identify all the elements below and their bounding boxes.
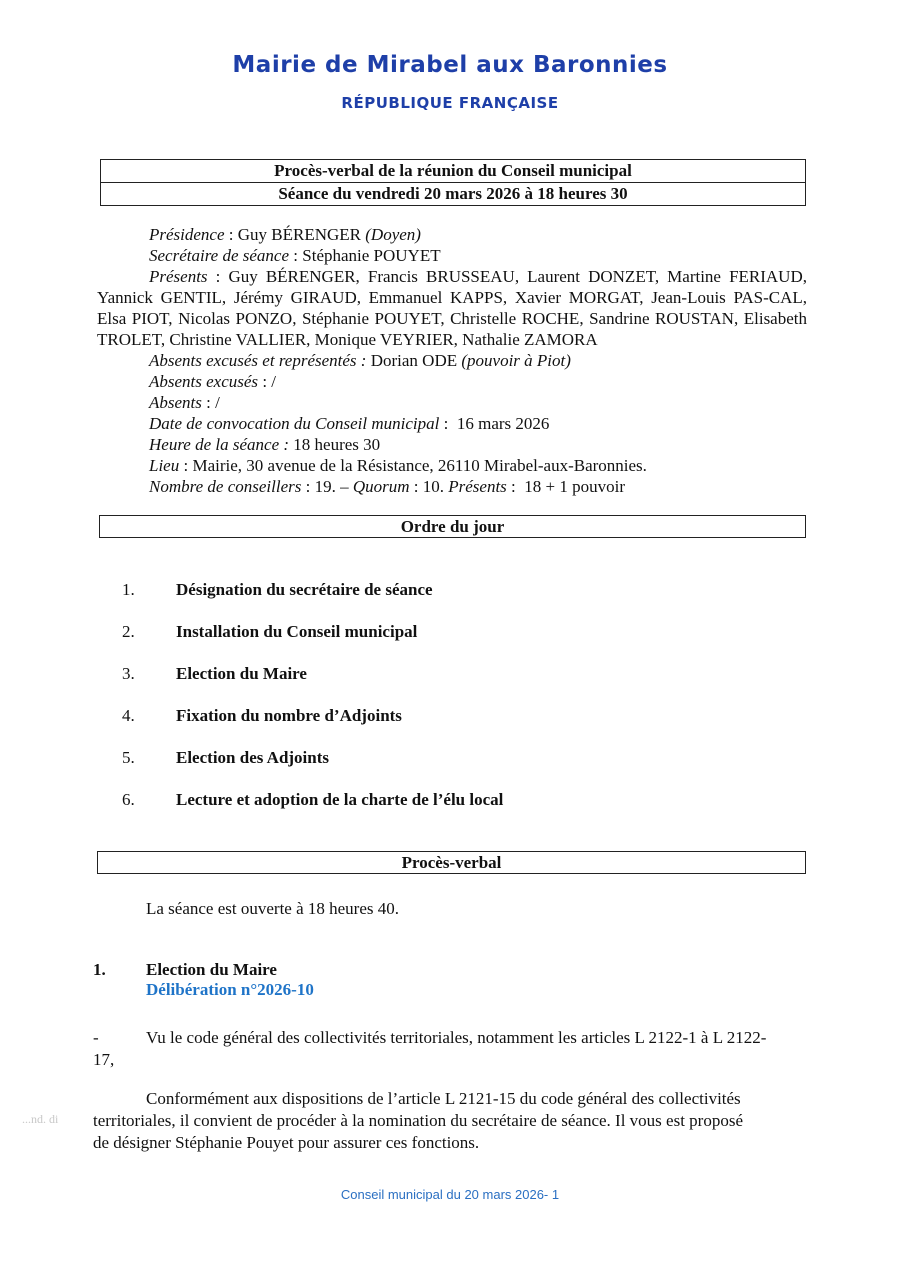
presidence-value: Guy BÉRENGER (237, 225, 362, 244)
convocation-label: Date de convocation du Conseil municipal (149, 414, 440, 433)
presidence-line: Présidence : Guy BÉRENGER (Doyen) (149, 225, 421, 244)
lieu-line: Lieu : Mairie, 30 avenue de la Résistance, 26110 Mirabel-aux-Baronnies. (149, 456, 647, 475)
heure-label: Heure de la séance : (149, 435, 290, 454)
republique-subtitle: RÉPUBLIQUE FRANÇAISE (341, 94, 559, 112)
section-1-title: Election du Maire (146, 960, 277, 979)
absents-line: Absents : / (149, 393, 220, 412)
vu-line-2: 17, (93, 1050, 115, 1069)
section-1-number: 1. (93, 960, 106, 979)
presents-count-label: Présents (448, 477, 507, 496)
agenda-item-5-num: 5. (122, 748, 135, 767)
pv-header-box (100, 159, 806, 206)
absents-excuses-line: Absents excusés : / (149, 372, 277, 391)
proces-verbal-box: Procès-verbal (97, 851, 806, 874)
absents-representes-value: Dorian ODE (370, 351, 458, 370)
agenda-item-4-text: Fixation du nombre d’Adjoints (176, 706, 402, 725)
margin-scan-mark: ...nd. di (22, 1112, 59, 1126)
seance-opening-text: La séance est ouverte à 18 heures 40. (146, 899, 399, 918)
conseillers-value: 19. (314, 477, 336, 496)
presents-label: Présents (149, 267, 208, 286)
agenda-item-2-num: 2. (122, 622, 135, 641)
absents-representes-line (149, 350, 571, 371)
agenda-item-3-num: 3. (122, 664, 135, 683)
pv-header-line2: Séance du vendredi 20 mars 2026 à 18 heures 30 (101, 182, 805, 205)
agenda-item-6-text: Lecture et adoption de la charte de l’élu local (176, 790, 504, 809)
conseillers-label: Nombre de conseillers (149, 477, 302, 496)
agenda-item-4-num: 4. (122, 706, 135, 725)
secretaire-line: Secrétaire de séance : Stéphanie POUYET (149, 246, 441, 265)
deliberation-number: Délibération n°2026-10 (146, 980, 314, 999)
conformement-line-3: de désigner Stéphanie Pouyet pour assurer ces fonctions. (93, 1133, 480, 1152)
pv-header-line1: Procès-verbal de la réunion du Conseil municipal (274, 161, 632, 180)
conformement-line-1: Conformément aux dispositions de l’article L 2121-15 du code général des collectivités (146, 1089, 741, 1108)
ordre-du-jour-box: Ordre du jour (99, 515, 806, 538)
convocation-line: Date de convocation du Conseil municipal : 16 mars 2026 (149, 414, 550, 433)
agenda-item-1-text: Désignation du secrétaire de séance (176, 580, 433, 599)
absents-representes-label: Absents excusés et représentés : (149, 351, 367, 370)
conseillers-line: Nombre de conseillers : 19. – Quorum : 10. Présents : 18 + 1 pouvoir (149, 477, 626, 496)
vu-dash: - (93, 1028, 99, 1047)
quorum-value: 10. (422, 477, 444, 496)
agenda-item-2-text: Installation du Conseil municipal (176, 622, 418, 641)
lieu-value: Mairie, 30 avenue de la Résistance, 26110 Mirabel-aux-Baronnies. (192, 456, 647, 475)
heure-value: 18 heures 30 (293, 435, 381, 454)
presidence-label: Présidence (149, 225, 225, 244)
presidence-note: (Doyen) (365, 225, 421, 244)
presents-value: Guy BÉRENGER, Francis BRUSSEAU, Laurent DONZET, Martine FERIAUD, Yannick GENTIL, Jérémy GIRAUD, Emmanuel KAPPS, Xavier MORGAT, Jean-Louis PAS-CAL, Elsa PIOT, Nicolas PONZO, Stéphanie POUYET, Christelle ROCHE, Sandrine ROUSTAN, Elisabeth TROLET, Christine VALLIER, Monique VEYRIER, Nathalie ZAMORA (97, 267, 807, 349)
agenda-item-5-text: Election des Adjoints (176, 748, 330, 767)
lieu-label: Lieu (149, 456, 180, 475)
mairie-title: Mairie de Mirabel aux Baronnies (232, 52, 668, 78)
absents-excuses-label: Absents excusés (149, 372, 259, 391)
convocation-value: 16 mars 2026 (456, 414, 550, 433)
vu-line-1: Vu le code général des collectivités territoriales, notamment les articles L 2122-1 à L 2122- (146, 1028, 767, 1047)
absents-label: Absents (149, 393, 202, 412)
secretaire-value: Stéphanie POUYET (302, 246, 441, 265)
absents-value: / (215, 393, 220, 412)
absents-excuses-value: / (271, 372, 277, 391)
presents-paragraph: Présents : Guy BÉRENGER, Francis BRUSSEAU, Laurent DONZET, Martine FERIAUD, Yannick GENTIL, Jérémy GIRAUD, Emmanuel KAPPS, Xavier MORGAT, Jean-Louis PAS-CAL, Elsa PIOT, Nicolas PONZO, Stéphanie POUYET, Christelle ROCHE, Sandrine ROUSTAN, Elisabeth TROLET, Christine VALLIER, Monique VEYRIER, Nathalie ZAMORA (97, 267, 807, 349)
quorum-label: Quorum (352, 477, 410, 496)
agenda-item-6-num: 6. (122, 790, 135, 809)
presents-count-value: 18 + 1 pouvoir (524, 477, 626, 496)
page-footer: Conseil municipal du 20 mars 2026- 1 (340, 1187, 560, 1202)
absents-representes-note: (pouvoir à Piot) (461, 351, 571, 370)
conformement-line-2: territoriales, il convient de procéder à la nomination du secrétaire de séance. Il vous est proposé (93, 1111, 744, 1130)
agenda-item-3-text: Election du Maire (176, 664, 307, 683)
agenda-item-1-num: 1. (122, 580, 135, 599)
heure-line (149, 434, 380, 455)
secretaire-label: Secrétaire de séance (149, 246, 290, 265)
